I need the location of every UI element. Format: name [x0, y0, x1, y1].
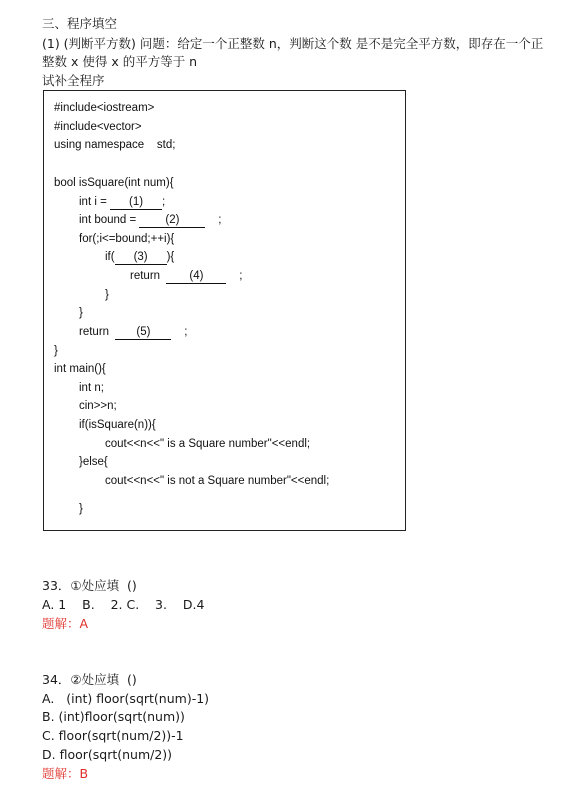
question-33-answer: 题解：A	[42, 616, 89, 631]
code-line: bool isSquare(int num){	[54, 177, 174, 189]
code-line: }	[105, 289, 109, 301]
code-line: cout<<n<<" is a Square number"<<endl;	[105, 438, 311, 450]
question-34-option-b: B. (int)floor(sqrt(num))	[42, 709, 185, 724]
code-line: int main(){	[54, 363, 106, 375]
code-line	[79, 213, 221, 228]
code-text: ;	[162, 196, 166, 208]
code-text: ;	[171, 326, 188, 338]
code-block	[43, 90, 406, 531]
code-line	[130, 269, 242, 284]
blank-1: (1)	[110, 196, 162, 210]
code-line: #include<iostream>	[54, 102, 155, 114]
code-line: for(;i<=bound;++i){	[79, 233, 175, 245]
problem-statement-line2: 整数 x 使得 x 的平方等于 n	[42, 54, 198, 69]
problem-instruction: 试补全程序	[42, 73, 105, 88]
code-line: }	[79, 503, 83, 515]
code-line: }	[54, 345, 58, 357]
code-line	[105, 250, 174, 265]
code-text: ;	[205, 214, 222, 226]
code-line	[79, 195, 165, 210]
code-text: ;	[226, 270, 243, 282]
blank-3: (3)	[115, 251, 167, 265]
problem-statement-line1: (1) (判断平方数) 问题：给定一个正整数 n，判断这个数 是不是完全平方数，即存在一个正	[42, 36, 544, 51]
section-title: 三、程序填空	[42, 16, 118, 31]
code-line: if(isSquare(n)){	[79, 419, 156, 431]
code-line: }else{	[79, 456, 108, 468]
code-line: }	[79, 307, 83, 319]
code-line: using namespace std;	[54, 139, 176, 151]
code-text: int bound =	[79, 214, 140, 226]
code-line: #include<vector>	[54, 121, 142, 133]
code-text: ){	[166, 251, 175, 263]
code-line	[79, 325, 187, 340]
blank-2: (2)	[139, 214, 205, 228]
question-34: 34．②处应填 ()	[42, 672, 137, 687]
code-text: return	[79, 326, 116, 338]
code-text: return	[130, 270, 167, 282]
code-line: cin>>n;	[79, 400, 117, 412]
code-text: int i =	[79, 196, 111, 208]
question-34-option-a: A. (int) floor(sqrt(num)-1)	[42, 691, 210, 706]
blank-4: (4)	[166, 270, 226, 284]
blank-5: (5)	[115, 326, 171, 340]
question-34-option-d: D. floor(sqrt(num/2))	[42, 747, 173, 762]
code-line: int n;	[79, 382, 104, 394]
question-34-answer: 题解：B	[42, 766, 89, 781]
code-line: cout<<n<<" is not a Square number"<<endl;	[105, 475, 330, 487]
code-text: if(	[105, 251, 115, 263]
question-33-options: A. 1 B. 2. C. 3. D.4	[42, 597, 205, 612]
question-33: 33．①处应填 ()	[42, 578, 137, 593]
question-34-option-c: C. floor(sqrt(num/2))-1	[42, 728, 184, 743]
